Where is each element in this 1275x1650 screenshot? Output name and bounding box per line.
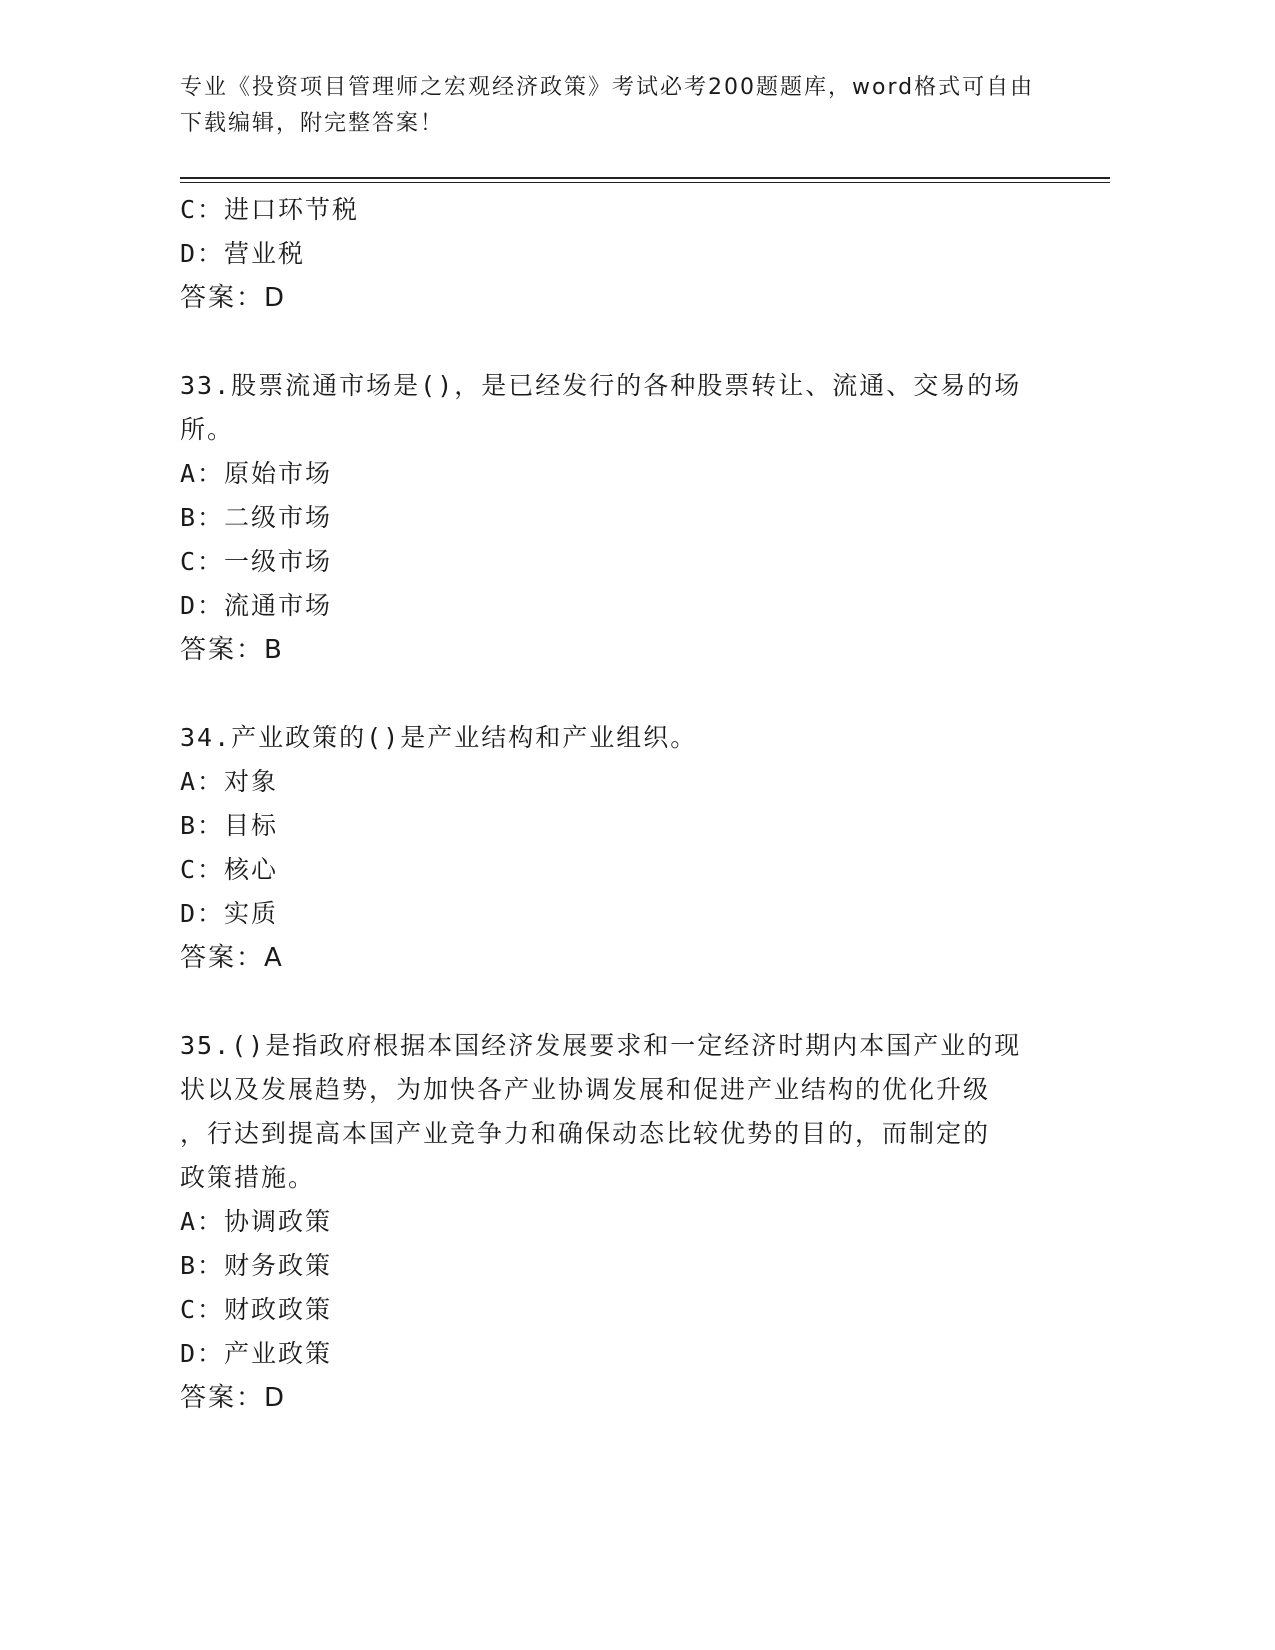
question-stem: ，行达到提高本国产业竞争力和确保动态比较优势的目的，而制定的 <box>180 1119 991 1148</box>
question-block-33 <box>180 364 1080 672</box>
question-block-35 <box>180 1024 1080 1420</box>
option-d: D：流通市场 <box>180 591 333 620</box>
option-c: C：核心 <box>180 855 279 884</box>
document-header <box>180 70 1060 142</box>
question-stem: 政策措施。 <box>180 1163 316 1192</box>
header-divider <box>180 177 1110 179</box>
option-c: C：财政政策 <box>180 1295 333 1324</box>
question-stem: 33.股票流通市场是()，是已经发行的各种股票转让、流通、交易的场 <box>180 371 1022 400</box>
option-b: B：二级市场 <box>180 503 333 532</box>
option-d: D：实质 <box>180 899 279 928</box>
header-line-1: 专业《投资项目管理师之宏观经济政策》考试必考200题题库，word格式可自由 <box>180 75 1035 100</box>
option-a: A：对象 <box>180 767 279 796</box>
question-stem: 所。 <box>180 415 235 444</box>
answer-line: 答案：A <box>180 943 284 973</box>
header-divider-thin <box>180 182 1110 183</box>
question-stem: 35.()是指政府根据本国经济发展要求和一定经济时期内本国产业的现 <box>180 1031 1022 1060</box>
answer-line: 答案：D <box>180 1383 287 1413</box>
header-line-2: 下载编辑，附完整答案！ <box>180 111 445 136</box>
option-d: D：营业税 <box>180 239 306 268</box>
option-a: A：协调政策 <box>180 1207 333 1236</box>
question-stem: 34.产业政策的()是产业结构和产业组织。 <box>180 723 698 752</box>
option-b: B：财务政策 <box>180 1251 333 1280</box>
question-block-prev <box>180 188 1080 320</box>
option-d: D：产业政策 <box>180 1339 333 1368</box>
question-stem: 状以及发展趋势，为加快各产业协调发展和促进产业结构的优化升级 <box>180 1075 991 1104</box>
option-c: C：一级市场 <box>180 547 333 576</box>
question-block-34 <box>180 716 1080 980</box>
question-list <box>180 188 1080 1420</box>
answer-line: 答案：D <box>180 283 287 313</box>
option-b: B：目标 <box>180 811 279 840</box>
answer-line: 答案：B <box>180 635 284 665</box>
option-c: C：进口环节税 <box>180 195 360 224</box>
option-a: A：原始市场 <box>180 459 333 488</box>
